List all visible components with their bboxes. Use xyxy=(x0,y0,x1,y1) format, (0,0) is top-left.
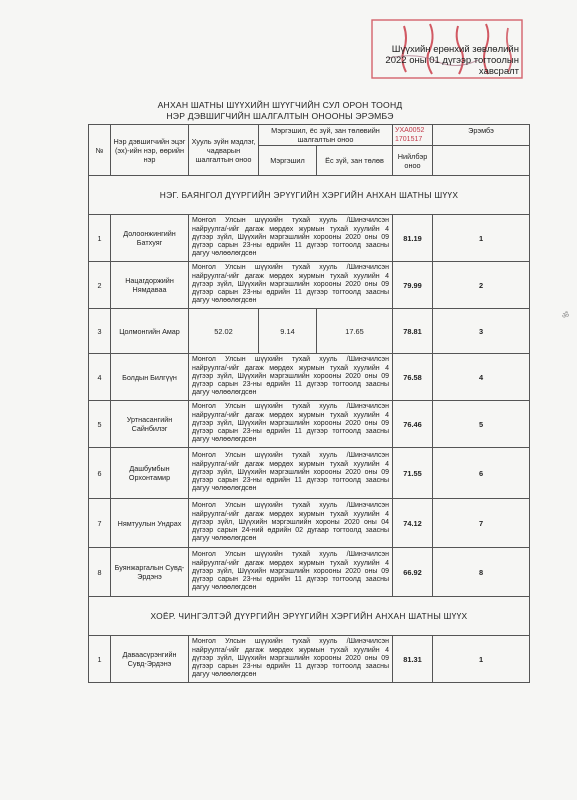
row-number: 5 xyxy=(89,401,111,448)
total-score: 76.46 xyxy=(393,401,433,448)
annex-line-1: Шүүхийн ерөнхий зөвлөлийн xyxy=(391,44,519,55)
rank: 1 xyxy=(433,636,530,683)
exemption-note: Монгол Улсын шүүхийн тухай хууль /Шинэчилсэн найруулга/-ийг дагаж мөрдөх журмын тухай хуулийн 4 дүгээр зүйл, Шүүхийн мэргэшлийн хорооны 2020 оны 09 дүгээр сарын 23-ны өдрийн 11 дүгээр тогтоолд заасны дагуу чөлөөлөгдсөн xyxy=(189,401,393,448)
annex-line-2: 2022 оны 01 дүгээр тогтоолын xyxy=(385,55,519,66)
table-row xyxy=(89,215,530,262)
header-total: Нийлбэр оноо xyxy=(393,146,433,176)
exemption-note: Монгол Улсын шүүхийн тухай хууль /Шинэчилсэн найруулга/-ийг дагаж мөрдөх журмын тухай хуулийн 4 дүгээр зүйл, Шүүхийн мэргэшлийн хороны 2020 оны 04 дүгээр сарын 24-ний өдрийн 02 дугаар тогтоолд заасны дагуу чөлөөлөгдсөн xyxy=(189,499,393,548)
table-body xyxy=(89,176,530,683)
header-law: Хууль зүйн мэдлэг, чадварын шалгалтын оноо xyxy=(189,125,259,176)
annex-line-3: хавсралт xyxy=(478,66,519,77)
rank: 7 xyxy=(433,499,530,548)
table-row xyxy=(89,448,530,499)
header-ethics-sub: Ёс зүй, зан төлөв xyxy=(317,146,393,176)
rank: 6 xyxy=(433,448,530,499)
header-rank-lower xyxy=(433,146,530,176)
total-score: 71.55 xyxy=(393,448,433,499)
title-line-1: АНХАН ШАТНЫ ШҮҮХИЙН ШҮҮГЧИЙН СУЛ ОРОН ТООНД xyxy=(157,100,403,110)
row-number: 6 xyxy=(89,448,111,499)
rank: 2 xyxy=(433,262,530,309)
row-number: 7 xyxy=(89,499,111,548)
row-number: 1 xyxy=(89,215,111,262)
row-number: 8 xyxy=(89,548,111,597)
header-prof: Мэргэшил, ёс зүй, зан төлөвийн шалгалтын оноо xyxy=(259,125,393,146)
candidate-name: Болдын Билгүүн xyxy=(111,354,189,401)
section-title: ХОЁР. ЧИНГЭЛТЭЙ ДҮҮРГИЙН ЭРҮҮГИЙН ХЭРГИЙН АНХАН ШАТНЫ ШҮҮХ xyxy=(89,597,530,636)
table-row xyxy=(89,548,530,597)
document-title xyxy=(60,100,500,122)
header-code: УХА0052 1701517 xyxy=(395,127,425,143)
total-score: 74.12 xyxy=(393,499,433,548)
section-header xyxy=(89,597,530,636)
section-header xyxy=(89,176,530,215)
pencil-mark: ॐ xyxy=(561,311,569,320)
table-row xyxy=(89,262,530,309)
table-row xyxy=(89,499,530,548)
row-number: 1 xyxy=(89,636,111,683)
candidate-name: Нямтуулын Ундрах xyxy=(111,499,189,548)
candidate-name: Долоонжингийн Батхуяг xyxy=(111,215,189,262)
score-law: 52.02 xyxy=(189,309,259,354)
score-ethics: 17.65 xyxy=(317,309,393,354)
exemption-note: Монгол Улсын шүүхийн тухай хууль /Шинэчилсэн найруулга/-ийг дагаж мөрдөх журмын тухай хуулийн 4 дүгээр зүйл, Шүүхийн мэргэшлийн хорооны 2020 оны 09 дүгээр сарын 23-ны өдрийн 11 дүгээр тогтоолд заасны дагуу чөлөөлөгдсөн xyxy=(189,354,393,401)
total-score: 78.81 xyxy=(393,309,433,354)
title-line-2: НЭР ДЭВШИГЧИЙН ШАЛГАЛТЫН ОНООНЫ ЭРЭМБЭ xyxy=(166,111,394,121)
table-row xyxy=(89,309,530,354)
total-score: 66.92 xyxy=(393,548,433,597)
table-row xyxy=(89,354,530,401)
candidate-name: Дашбумбын Орхонтамир xyxy=(111,448,189,499)
total-score: 79.99 xyxy=(393,262,433,309)
rank: 1 xyxy=(433,215,530,262)
section-title: НЭГ. БАЯНГОЛ ДҮҮРГИЙН ЭРҮҮГИЙН ХЭРГИЙН АНХАН ШАТНЫ ШҮҮХ xyxy=(89,176,530,215)
total-score: 81.19 xyxy=(393,215,433,262)
header-prof-sub: Мэргэшил xyxy=(259,146,317,176)
candidate-name: Даваасүрэнгийн Сувд-Эрдэнэ xyxy=(111,636,189,683)
score-prof: 9.14 xyxy=(259,309,317,354)
exemption-note: Монгол Улсын шүүхийн тухай хууль /Шинэчилсэн найруулга/-ийг дагаж мөрдөх журмын тухай хуулийн 4 дүгээр зүйл, Шүүхийн мэргэшлийн хорооны 2020 оны 09 дүгээр сарын 23-ны өдрийн 11 дүгээр тогтоолд заасны дагуу чөлөөлөгдсөн xyxy=(189,448,393,499)
candidate-name: Буянжаргалын Сувд-Эрдэнэ xyxy=(111,548,189,597)
row-number: 3 xyxy=(89,309,111,354)
rank: 8 xyxy=(433,548,530,597)
ranking-table xyxy=(88,124,530,683)
rank: 3 xyxy=(433,309,530,354)
row-number: 2 xyxy=(89,262,111,309)
header-num: № xyxy=(89,125,111,176)
rank: 4 xyxy=(433,354,530,401)
exemption-note: Монгол Улсын шүүхийн тухай хууль /Шинэчилсэн найруулга/-ийг дагаж мөрдөх журмын тухай хуулийн 4 дүгээр зүйл, Шүүхийн мэргэшлийн хорооны 2020 оны 09 дүгээр сарын 23-ны өдрийн 11 дүгээр тогтоолд заасны дагуу чөлөөлөгдсөн xyxy=(189,636,393,683)
total-score: 81.31 xyxy=(393,636,433,683)
header-rank: Эрэмбэ xyxy=(433,125,530,146)
header-total-code xyxy=(393,125,433,146)
annex-note xyxy=(385,44,519,77)
table-row xyxy=(89,636,530,683)
rank: 5 xyxy=(433,401,530,448)
exemption-note: Монгол Улсын шүүхийн тухай хууль /Шинэчилсэн найруулга/-ийг дагаж мөрдөх журмын тухай хуулийн 4 дүгээр зүйл, Шүүхийн мэргэшлийн хорооны 2020 оны 09 дүгээр сарын 23-ны өдрийн 11 дүгээр тогтоолд заасны дагуу чөлөөлөгдсөн xyxy=(189,548,393,597)
table-row xyxy=(89,401,530,448)
header-name: Нэр дэвшигчийн эцэг (эх)-ийн нэр, өөрийн нэр xyxy=(111,125,189,176)
row-number: 4 xyxy=(89,354,111,401)
total-score: 76.58 xyxy=(393,354,433,401)
exemption-note: Монгол Улсын шүүхийн тухай хууль /Шинэчилсэн найруулга/-ийг дагаж мөрдөх журмын тухай хуулийн 4 дүгээр зүйл, Шүүхийн мэргэшлийн хорооны 2020 оны 09 дүгээр сарын 23-ны өдрийн 11 дүгээр тогтоолд заасны дагуу чөлөөлөгдсөн xyxy=(189,215,393,262)
candidate-name: Нацагдоржийн Нямдаваа xyxy=(111,262,189,309)
exemption-note: Монгол Улсын шүүхийн тухай хууль /Шинэчилсэн найруулга/-ийг дагаж мөрдөх журмын тухай хуулийн 4 дүгээр зүйл, Шүүхийн мэргэшлийн хорооны 2020 оны 09 дүгээр сарын 23-ны өдрийн 11 дүгээр тогтоолд заасны дагуу чөлөөлөгдсөн xyxy=(189,262,393,309)
candidate-name: Цолмонгийн Амар xyxy=(111,309,189,354)
candidate-name: Уртнасангийн Сайнбилэг xyxy=(111,401,189,448)
